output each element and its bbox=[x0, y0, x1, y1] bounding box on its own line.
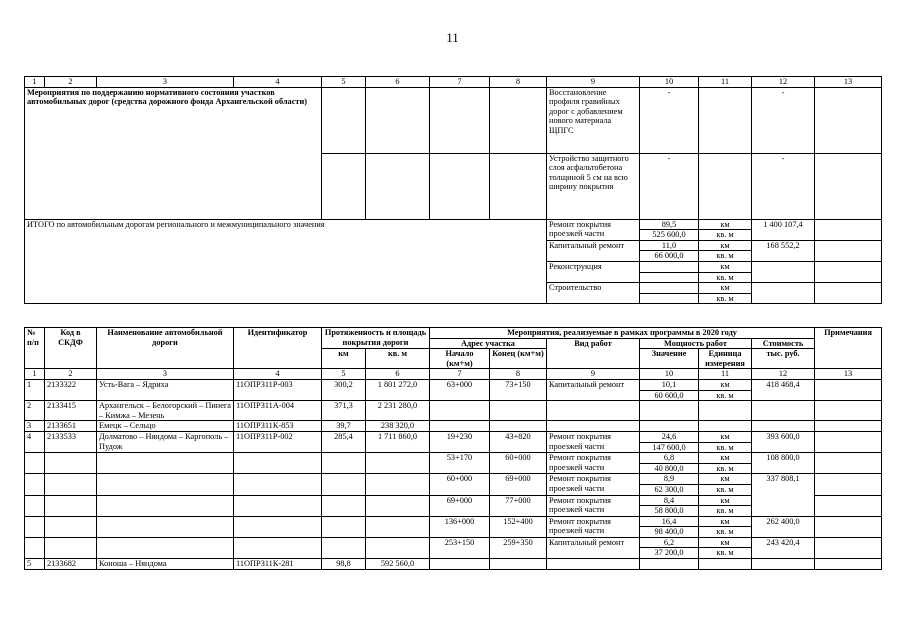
table-row bbox=[25, 87, 882, 153]
seg-work: Капитальный ремонт bbox=[547, 537, 640, 558]
road-km: 285,4 bbox=[322, 431, 366, 452]
unit-sqm: кв. м bbox=[716, 251, 734, 261]
table-row bbox=[25, 537, 882, 558]
seg-unit-sqm: кв. м bbox=[716, 484, 734, 494]
col-number: 5 bbox=[322, 369, 366, 380]
road-ident: 11ОПРЗ11К-853 bbox=[234, 421, 322, 432]
header-notes: Примечания bbox=[815, 328, 882, 369]
unit-km: км bbox=[699, 220, 751, 231]
road-code: 2133682 bbox=[45, 559, 97, 570]
table-row bbox=[25, 421, 882, 432]
table-row bbox=[25, 559, 882, 570]
table-row bbox=[25, 474, 882, 495]
seg-cost: 393 600,0 bbox=[752, 431, 815, 452]
seg-start: 63+000 bbox=[430, 379, 490, 400]
road-sqm: 1 801 272,0 bbox=[366, 379, 430, 400]
totals-table bbox=[24, 76, 882, 304]
col-number: 6 bbox=[366, 77, 430, 88]
seg-unit-km: км bbox=[699, 380, 751, 391]
seg-start: 253+150 bbox=[430, 537, 490, 558]
value-sqm: 66 000,0 bbox=[654, 251, 684, 261]
unit-km: км bbox=[699, 241, 751, 252]
col-number: 6 bbox=[366, 369, 430, 380]
header-work-type: Вид работ bbox=[547, 338, 640, 369]
seg-cost: 243 420,4 bbox=[752, 537, 815, 558]
road-km: 39,7 bbox=[322, 421, 366, 432]
header-value: Значение bbox=[640, 349, 699, 369]
seg-value-km: 6,8 bbox=[640, 453, 698, 464]
header-address: Адрес участка bbox=[430, 338, 547, 349]
seg-unit-sqm: кв. м bbox=[716, 463, 734, 473]
table-row bbox=[25, 431, 882, 452]
seg-start: 19+230 bbox=[430, 431, 490, 452]
col-number: 11 bbox=[699, 369, 752, 380]
header-name: Наименование автомобильной дороги bbox=[97, 328, 234, 369]
cost: 168 552,2 bbox=[752, 240, 815, 261]
seg-value-sqm: 37 200,0 bbox=[654, 548, 684, 558]
seg-work: Ремонт покрытия проезжей части bbox=[547, 431, 640, 452]
seg-unit-km: км bbox=[699, 432, 751, 443]
value-sqm: 525 600,0 bbox=[652, 230, 686, 240]
page-number: 11 bbox=[446, 30, 459, 45]
road-name: Коноша – Няндома bbox=[97, 559, 234, 570]
seg-value-km: 8,9 bbox=[640, 474, 698, 485]
road-ident: 11ОПРЗ11Р-003 bbox=[234, 379, 322, 400]
header-unit: Единица измерения bbox=[699, 349, 752, 369]
seg-end: 60+000 bbox=[490, 453, 547, 474]
col-number: 3 bbox=[97, 77, 234, 88]
value-km bbox=[640, 283, 698, 294]
unit-km: км bbox=[699, 262, 751, 273]
road-sqm: 2 231 280,0 bbox=[366, 401, 430, 421]
unit-sqm: кв. м bbox=[716, 272, 734, 282]
seg-value-km: 6,2 bbox=[640, 538, 698, 549]
col-number: 7 bbox=[430, 369, 490, 380]
work-type: Устройство защитного слоя асфальтобетона толщиной 5 см на всю ширину покрытия bbox=[547, 153, 640, 219]
table-row bbox=[25, 516, 882, 537]
unit-sqm: кв. м bbox=[716, 230, 734, 240]
header-capacity: Мощность работ bbox=[640, 338, 752, 349]
row-no: 2 bbox=[25, 401, 45, 421]
col-number: 10 bbox=[640, 369, 699, 380]
seg-value-km: 10,1 bbox=[640, 380, 698, 391]
table-row bbox=[25, 219, 882, 240]
seg-value-km: 8,4 bbox=[640, 496, 698, 507]
col-number: 12 bbox=[752, 369, 815, 380]
header-length: Протяженность и площадь покрытия дороги bbox=[322, 328, 430, 349]
road-ident: 11ОПРЗ11Р-002 bbox=[234, 431, 322, 452]
seg-start: 136+000 bbox=[430, 516, 490, 537]
header-cost-unit: тыс. руб. bbox=[752, 349, 815, 369]
seg-value-sqm: 98 400,0 bbox=[654, 527, 684, 537]
seg-unit-km: км bbox=[699, 474, 751, 485]
header-cost: Стоимость bbox=[752, 338, 815, 349]
seg-unit-sqm: кв. м bbox=[716, 390, 734, 400]
seg-cost: 418 468,4 bbox=[752, 379, 815, 400]
column-number-row bbox=[25, 77, 882, 88]
value: - bbox=[640, 153, 699, 219]
road-code: 2133651 bbox=[45, 421, 97, 432]
road-km: 371,3 bbox=[322, 401, 366, 421]
col-number: 12 bbox=[752, 77, 815, 88]
row-no: 4 bbox=[25, 431, 45, 452]
road-sqm: 1 711 860,0 bbox=[366, 431, 430, 452]
seg-start: 69+000 bbox=[430, 495, 490, 516]
road-name: Усть-Вага – Ядриха bbox=[97, 379, 234, 400]
header-end: Конец (км+м) bbox=[490, 349, 547, 369]
seg-end: 77+000 bbox=[490, 495, 547, 516]
work-type: Капитальный ремонт bbox=[547, 240, 640, 261]
unit-sqm: кв. м bbox=[716, 293, 734, 303]
value-km bbox=[640, 262, 698, 273]
cost: - bbox=[752, 153, 815, 219]
cost: 1 400 107,4 bbox=[752, 219, 815, 240]
seg-work: Ремонт покрытия проезжей части bbox=[547, 474, 640, 495]
seg-value-sqm: 58 800,0 bbox=[654, 506, 684, 516]
seg-cost: 108 800,0 bbox=[752, 453, 815, 474]
work-type: Строительство bbox=[547, 283, 640, 304]
seg-unit-km: км bbox=[699, 496, 751, 507]
col-number: 4 bbox=[234, 369, 322, 380]
seg-value-sqm: 147 600,0 bbox=[652, 442, 686, 452]
col-number: 8 bbox=[490, 77, 547, 88]
row-no: 5 bbox=[25, 559, 45, 570]
header-ident: Идентификатор bbox=[234, 328, 322, 369]
seg-unit-sqm: кв. м bbox=[716, 548, 734, 558]
seg-unit-km: км bbox=[699, 538, 751, 549]
total-label: ИТОГО по автомобильным дорогам регионального и межмуниципального значения bbox=[25, 219, 547, 304]
road-code: 2133322 bbox=[45, 379, 97, 400]
row-no: 1 bbox=[25, 379, 45, 400]
road-sqm: 592 560,0 bbox=[366, 559, 430, 570]
header-no: № п/п bbox=[25, 328, 45, 369]
header-measures: Мероприятия, реализуемые в рамках программы в 2020 году bbox=[430, 328, 815, 339]
seg-value-km: 16,4 bbox=[640, 517, 698, 528]
seg-work: Ремонт покрытия проезжей части bbox=[547, 516, 640, 537]
col-number: 8 bbox=[490, 369, 547, 380]
col-number: 2 bbox=[45, 77, 97, 88]
table-row bbox=[25, 379, 882, 400]
col-number: 13 bbox=[815, 369, 882, 380]
unit-km: км bbox=[699, 283, 751, 294]
col-number: 9 bbox=[547, 77, 640, 88]
seg-value-sqm: 40 800,0 bbox=[654, 463, 684, 473]
seg-unit-sqm: кв. м bbox=[716, 506, 734, 516]
road-km: 300,2 bbox=[322, 379, 366, 400]
work-type: Восстановление профиля гравийных дорог с добавлением нового материала ЩПГС bbox=[547, 87, 640, 153]
col-number: 2 bbox=[45, 369, 97, 380]
header-code: Код в СКДФ bbox=[45, 328, 97, 369]
seg-work: Капитальный ремонт bbox=[547, 379, 640, 400]
col-number: 5 bbox=[322, 77, 366, 88]
seg-end: 259+350 bbox=[490, 537, 547, 558]
table-row bbox=[25, 401, 882, 421]
col-number: 10 bbox=[640, 77, 699, 88]
col-number: 4 bbox=[234, 77, 322, 88]
road-name: Долматово – Няндома – Каргополь – Пудож bbox=[97, 431, 234, 452]
road-code: 2133415 bbox=[45, 401, 97, 421]
header-km: км bbox=[322, 349, 366, 369]
road-name: Емецк – Сельцо bbox=[97, 421, 234, 432]
col-number: 1 bbox=[25, 369, 45, 380]
column-number-row bbox=[25, 369, 882, 380]
road-name: Архангельск – Белогорский – Пинега – Кимжа – Мезень bbox=[97, 401, 234, 421]
seg-work: Ремонт покрытия проезжей части bbox=[547, 495, 640, 516]
seg-cost: 337 808,1 bbox=[752, 474, 815, 516]
table-row bbox=[25, 453, 882, 474]
section-title: Мероприятия по поддержанию нормативного состояния участков автомобильных дорог (средства дорожного фонда Архангельской области) bbox=[25, 87, 322, 219]
header-start: Начало (км+м) bbox=[430, 349, 490, 369]
seg-unit-km: км bbox=[699, 453, 751, 464]
col-number: 11 bbox=[699, 77, 752, 88]
col-number: 9 bbox=[547, 369, 640, 380]
seg-value-sqm: 60 600,0 bbox=[654, 390, 684, 400]
work-type: Реконструкция bbox=[547, 261, 640, 282]
value-km: 11,0 bbox=[640, 241, 698, 252]
seg-unit-km: км bbox=[699, 517, 751, 528]
header-sqm: кв. м bbox=[366, 349, 430, 369]
seg-value-km: 24,6 bbox=[640, 432, 698, 443]
seg-end: 43+820 bbox=[490, 431, 547, 452]
seg-work: Ремонт покрытия проезжей части bbox=[547, 453, 640, 474]
col-number: 7 bbox=[430, 77, 490, 88]
road-ident: 11ОПРЗ11К-281 bbox=[234, 559, 322, 570]
seg-end: 152+400 bbox=[490, 516, 547, 537]
road-code: 2133533 bbox=[45, 431, 97, 452]
col-number: 3 bbox=[97, 369, 234, 380]
row-no: 3 bbox=[25, 421, 45, 432]
cost: - bbox=[752, 87, 815, 153]
seg-end: 69+000 bbox=[490, 474, 547, 495]
col-number: 1 bbox=[25, 77, 45, 88]
seg-unit-sqm: кв. м bbox=[716, 527, 734, 537]
seg-start: 60+000 bbox=[430, 474, 490, 495]
seg-cost: 262 400,0 bbox=[752, 516, 815, 537]
seg-end: 73+150 bbox=[490, 379, 547, 400]
seg-value-sqm: 62 300,0 bbox=[654, 484, 684, 494]
work-type: Ремонт покрытия проезжей части bbox=[547, 219, 640, 240]
value-km: 89,5 bbox=[640, 220, 698, 231]
road-ident: 11ОПРЗ11А-004 bbox=[234, 401, 322, 421]
seg-unit-sqm: кв. м bbox=[716, 442, 734, 452]
seg-start: 53+170 bbox=[430, 453, 490, 474]
value: - bbox=[640, 87, 699, 153]
roads-table bbox=[24, 327, 882, 570]
col-number: 13 bbox=[815, 77, 882, 88]
header-row bbox=[25, 328, 882, 339]
road-sqm: 238 320,0 bbox=[366, 421, 430, 432]
road-km: 98,8 bbox=[322, 559, 366, 570]
